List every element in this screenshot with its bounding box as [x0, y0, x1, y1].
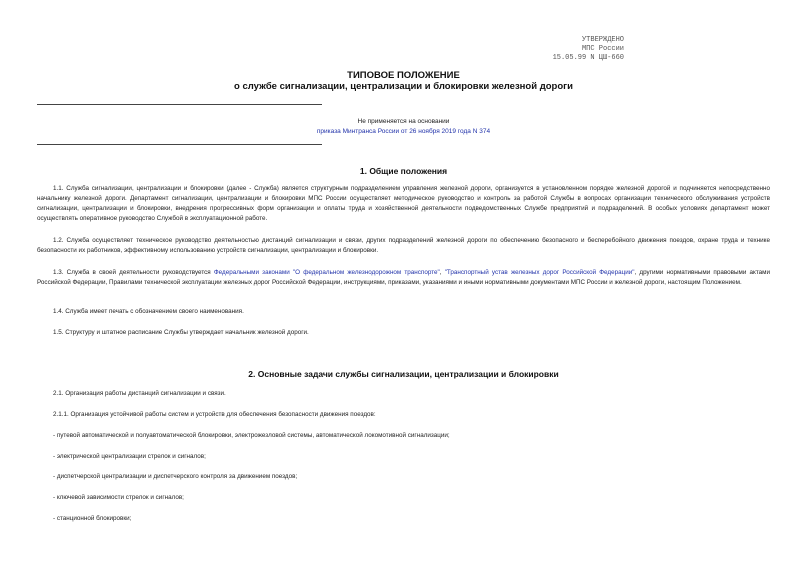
approval-line-2: МПС России — [581, 45, 624, 53]
paragraph-1-2 — [37, 236, 770, 256]
paragraph-2-1 — [37, 389, 770, 399]
list-item-text: - ключевой зависимости стрелок и сигналов; — [53, 494, 184, 501]
paragraph-1-3 — [37, 268, 770, 288]
list-item-text: - электрической централизации стрелок и сигналов; — [53, 453, 206, 460]
list-item-text: - диспетчерской централизации и диспетчерского контроля за движением поездов; — [53, 473, 298, 480]
transport-charter-link[interactable]: "Транспортный устав железных дорог Российской Федерации" — [444, 269, 635, 276]
paragraph-1-1 — [37, 184, 770, 224]
list-item-text: - путевой автоматической и полуавтоматической блокировки, электрожезловой системы, автоматической локомотивной сигнализации; — [53, 432, 450, 439]
paragraph-1-4-text: 1.4. Служба имеет печать с обозначением своего наименования. — [53, 308, 244, 315]
list-item-text: - станционной блокировки; — [53, 515, 132, 522]
document-subtitle: о службе сигнализации, централизации и блокировки железной дороги — [234, 81, 573, 92]
paragraph-1-3-end: , другими нормативными правовыми актами Российской Федерации, Правилами технической эксплуатации железных дорог Российской Федерации, инструкциями, приказами, указаниями и иными нормативными документами МПС России и железной дороги, настоящим Положением. — [37, 269, 770, 286]
divider-bottom — [37, 144, 322, 145]
paragraph-2-1-text: 2.1. Организация работы дистанций сигнализации и связи. — [53, 390, 226, 397]
paragraph-1-3-start: 1.3. Служба в своей деятельности руководствуется — [53, 269, 214, 276]
federal-law-link[interactable]: Федеральными законами "О федеральном железнодорожном транспорте" — [213, 269, 440, 276]
paragraph-1-5-text: 1.5. Структуру и штатное расписание Службы утверждает начальник железной дороги. — [53, 329, 309, 336]
paragraph-1-1-text: 1.1. Служба сигнализации, централизации и блокировки (далее - Служба) является структурным подразделением управления железной дороги, организуется в установленном порядке железной дорогой и подчиняется непосредственно начальнику железной дороги. Департамент сигнализации, централизации и блокировки МПС России осуществляет методическое руководство и контроль за работой Службы в вопросах организации технического обслуживания устройств сигнализации, централизации и блокировки, внедрения прогрессивных форм организации и оплаты труда и хозяйственной деятельности подведомственных Службе предприятий и подразделений. В особых условиях департамент может осуществлять оперативное руководство Службой в эксплуатационной работе. — [37, 185, 770, 222]
approval-stamp — [553, 36, 624, 63]
divider-top — [37, 104, 322, 105]
status-note: Не применяется на основании — [357, 118, 450, 125]
list-item — [37, 431, 770, 441]
list-item — [37, 472, 770, 482]
approval-line-1: УТВЕРЖДЕНО — [581, 36, 624, 44]
paragraph-2-1-1 — [37, 410, 770, 420]
section-2-heading: 2. Основные задачи службы сигнализации, централизации и блокировки — [248, 369, 559, 379]
approval-line-3: 15.05.99 N ЦШ-660 — [552, 54, 624, 62]
status-note-link[interactable]: приказа Минтранса России от 26 ноября 2019 года N 374 — [316, 128, 491, 135]
section-1-heading: 1. Общие положения — [359, 166, 448, 176]
list-item — [37, 452, 770, 462]
paragraph-1-2-text: 1.2. Служба осуществляет техническое руководство деятельностью дистанций сигнализации и связи, других подразделений железной дороги по обеспечению безопасного и бесперебойного движения поездов, охране труда и технике безопасности их работников, эффективному использованию устройств сигнализации, централизации и блокировки. — [37, 237, 770, 254]
paragraph-1-4 — [37, 307, 770, 317]
paragraph-2-1-1-text: 2.1.1. Организация устойчивой работы систем и устройств для обеспечения безопасности движения поездов: — [53, 411, 376, 418]
paragraph-1-3-sep: , — [439, 269, 445, 276]
paragraph-1-5 — [37, 328, 770, 338]
list-item — [37, 493, 770, 503]
document-title: ТИПОВОЕ ПОЛОЖЕНИЕ — [347, 70, 460, 81]
list-item — [37, 514, 770, 524]
